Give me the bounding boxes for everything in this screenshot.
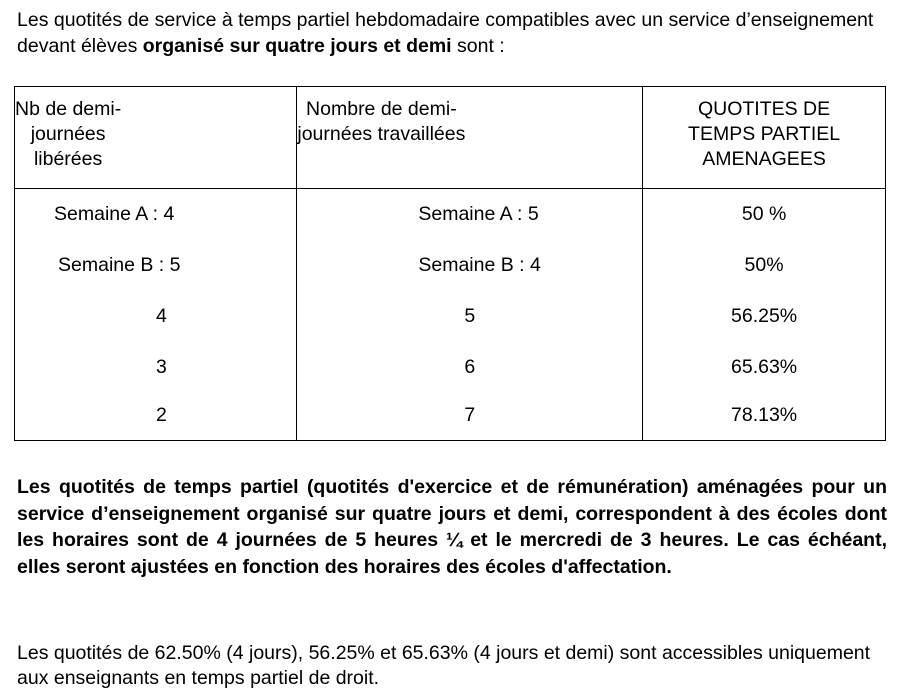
table-row <box>15 240 886 291</box>
table-row <box>15 189 886 241</box>
quotites-table <box>14 86 886 441</box>
table-row <box>15 393 886 441</box>
cell-travaillees: 5 <box>297 291 643 342</box>
cell-quotite: 78.13% <box>643 393 886 441</box>
header-line: journées <box>30 123 106 145</box>
header-quotites <box>643 87 886 189</box>
note-paragraph: Les quotités de 62.50% (4 jours), 56.25% et 65.63% (4 jours et demi) sont accessibles uniquement aux enseignants en temps partiel de droit. <box>17 642 871 689</box>
header-line: Nb de demi- <box>15 98 122 120</box>
cell-liberees: Semaine B : 5 <box>15 240 297 291</box>
header-line: Nombre de demi- <box>306 98 457 120</box>
summary-paragraph: Les quotités de temps partiel (quotités d'exercice et de rémunération) aménagées pour un service d’enseignement organisé sur quatre jours et demi, correspondent à des écoles dont les horaires sont de 4 journées de 5 heures ¼ et le mercredi de 3 heures. Le cas échéant, elles seront ajustées en fonction des horaires des écoles d'affectation. <box>17 476 887 578</box>
table-header-row <box>15 87 886 189</box>
cell-travaillees: 7 <box>297 393 643 441</box>
cell-quotite: 50% <box>643 240 886 291</box>
cell-liberees: 2 <box>15 393 297 441</box>
intro-text-bold: organisé sur quatre jours et demi <box>142 35 452 57</box>
intro-paragraph <box>17 7 887 59</box>
cell-liberees: 4 <box>15 291 297 342</box>
cell-travaillees: 6 <box>297 342 643 393</box>
cell-travaillees: Semaine A : 5 <box>297 189 643 241</box>
header-demi-journees-liberees <box>15 87 297 189</box>
header-demi-journees-travaillees <box>297 87 643 189</box>
header-line: AMENAGEES <box>702 148 826 170</box>
intro-text-before: Les quotités de service à temps partiel hebdomadaire compatibles avec un service d’enseignement devant élèves <box>17 9 874 57</box>
cell-quotite: 65.63% <box>643 342 886 393</box>
intro-text-after: sont : <box>451 35 505 57</box>
document-page <box>15 7 887 689</box>
header-line: journées travaillées <box>297 123 466 145</box>
table-row <box>15 342 886 393</box>
cell-quotite: 56.25% <box>643 291 886 342</box>
cell-quotite: 50 % <box>643 189 886 241</box>
header-line: libérées <box>33 148 103 170</box>
table-row <box>15 291 886 342</box>
header-line: QUOTITES DE <box>697 98 831 120</box>
cell-liberees: Semaine A : 4 <box>15 189 297 241</box>
header-line: TEMPS PARTIEL <box>688 123 841 145</box>
cell-travaillees: Semaine B : 4 <box>297 240 643 291</box>
cell-liberees: 3 <box>15 342 297 393</box>
